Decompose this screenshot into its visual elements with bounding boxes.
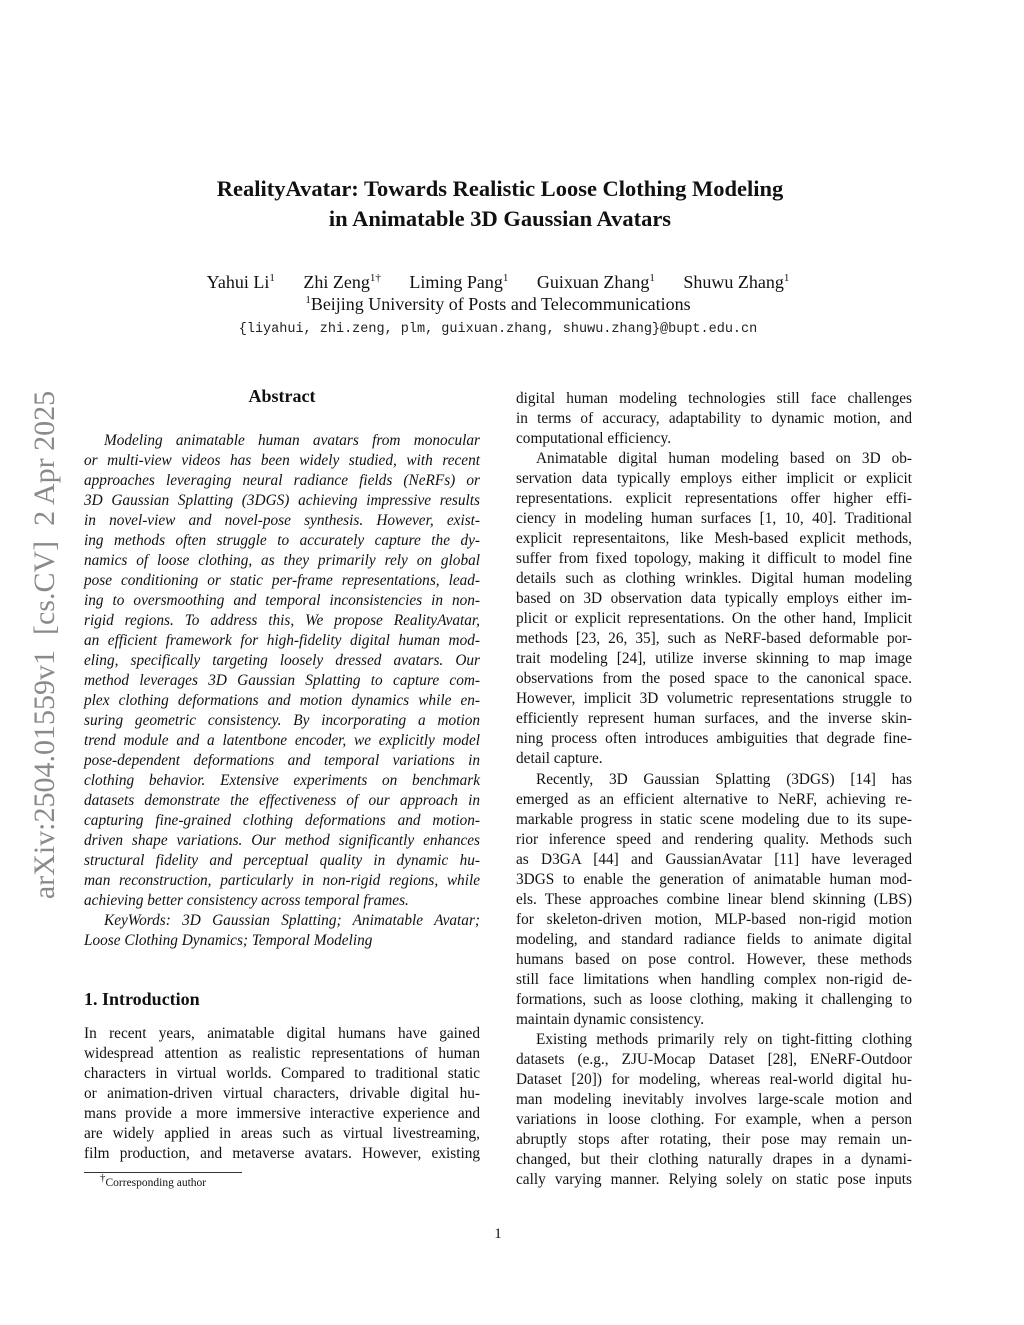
text-line: observations from the posed space to the canonical space. [516,670,912,687]
text-line: driven shape variations. Our method significantly enhances [84,831,480,849]
text-line: servation data typically employs either implicit or explicit [516,470,912,487]
text-line: namics of loose clothing, as they primarily rely on global [84,551,480,569]
author-name: Guixuan Zhang [536,272,650,292]
text-line: as D3GA [44] and GaussianAvatar [11] have leveraged [516,850,912,868]
text-line: modeling, and standard radiance fields to animate digital [516,930,912,948]
footnote [100,1172,207,1189]
arxiv-stamp: arXiv:2504.01559v1 [cs.CV] 2 Apr 2025 [28,390,61,900]
author-mark: 1 [649,272,655,284]
text-line: mans provide a more immersive interactive experience and [84,1104,480,1122]
text-line: achieving better consistency across temporal frames. [84,891,409,909]
author [303,272,380,292]
text-line: widespread attention as realistic representations of human [84,1044,480,1062]
text-line: Dataset [20]) for modeling, whereas real-world digital hu- [516,1071,912,1088]
footnote-rule [84,1172,242,1173]
title-line: in Animatable 3D Gaussian Avatars [328,206,672,231]
paragraph [516,770,912,1030]
paper-title [0,174,1000,234]
text-line: However, implicit 3D volumetric representations struggle to [516,690,912,707]
text-line: ing to oversmoothing and temporal inconsistencies in non- [84,591,480,609]
text-line: variations in loose clothing. For example, when a person [516,1111,912,1128]
author [537,272,655,292]
text-line: methods [23, 26, 35], such as NeRF-based deformable por- [516,630,912,647]
abstract-heading: Abstract [248,386,316,406]
introduction-left-column [84,1023,480,1164]
paragraph [516,449,912,769]
text-line: formations, such as loose clothing, making it challenging to [516,990,912,1008]
author-mark: 1 [783,272,790,284]
text-line: Existing methods primarily rely on tight-fitting clothing [536,1031,912,1048]
right-column [516,388,912,1190]
author-name: Liming Pang [409,272,503,292]
text-line: efficiently represent human surfaces, and the inverse skin- [516,710,912,727]
text-line: computational efficiency. [516,429,672,447]
text-line: ning process often introduces ambiguities that degrade fine- [516,730,912,747]
text-line: Recently, 3D Gaussian Splatting (3DGS) [14] has [536,770,912,788]
text-line: method leverages 3D Gaussian Splatting to capture com- [84,671,480,689]
affiliation-mark: 1 [305,294,311,306]
author-mark: 1 [269,272,275,284]
text-line: man modeling inevitably involves large-scale motion and [516,1091,912,1108]
text-line: changed, but their clothing naturally drapes in a dynami- [516,1151,912,1168]
text-line: structural fidelity and perceptual quality in dynamic hu- [84,851,480,869]
text-line: film production, and metaverse avatars. However, existing [84,1144,480,1162]
text-line: els. These approaches combine linear blend skinning (LBS) [516,890,912,908]
text-line: trend module and a latentbone encoder, we explicitly model [84,731,480,749]
footnote-mark: † [100,1172,106,1185]
text-line: approaches leveraging neural radiance fields (NeRFs) or [84,471,480,489]
text-line: humans based on pose control. However, these methods [516,950,912,968]
author [409,272,508,292]
text-line: characters in virtual worlds. Compared to traditional static [84,1064,480,1082]
text-line: ing methods often struggle to accurately capture the dy- [84,531,480,549]
text-line: trait modeling [24], utilize inverse skinning to map image [516,650,912,667]
text-line: emerged as an efficient alternative to NeRF, achieving re- [516,790,912,808]
text-line: datasets demonstrate the effectiveness of our approach in [84,791,480,809]
text-line: representations. explicit representations offer higher effi- [516,490,912,507]
text-line: for skeleton-driven motion, MLP-based non-rigid motion [516,910,912,928]
text-line: maintain dynamic consistency. [516,1010,705,1028]
text-line: clothing behavior. Extensive experiments on benchmark [84,771,480,789]
text-line: man reconstruction, particularly in non-rigid regions, while [84,871,480,889]
author-mark: 1† [369,272,381,284]
text-line: explicit representaitons, like Mesh-based explicit methods, [516,530,912,547]
introduction-heading: 1. Introduction [84,989,200,1009]
text-line: Loose Clothing Dynamics; Temporal Modeling [84,932,373,949]
paragraph [516,389,912,449]
text-line: Animatable digital human modeling based on 3D ob- [536,450,912,467]
author-name: Yahui Li [206,272,270,292]
text-line: 3D Gaussian Splatting (3DGS) achieving impressive results [84,491,480,509]
footnote-text: Corresponding author [105,1177,207,1189]
text-line: based on 3D observation data typically employs either im- [516,590,912,607]
text-line: in novel-view and novel-pose synthesis. However, exist- [84,511,480,529]
text-line: pose conditioning or static per-frame representations, lead- [84,571,480,589]
text-line: 3DGS to enable the generation of animatable human mod- [516,870,912,888]
text-line: suring geometric consistency. By incorporating a motion [84,711,480,729]
text-line: detail capture. [516,750,603,767]
author-name: Zhi Zeng [303,272,370,292]
text-line: cally varying manner. Relying solely on static pose inputs [516,1171,912,1188]
text-line: In recent years, animatable digital humans have gained [84,1024,480,1042]
affiliation [0,294,996,315]
text-line: or multi-view videos has been widely studied, with recent [84,451,480,469]
text-line: markable progress in static scene modeling due to its supe- [516,810,912,828]
title-line: RealityAvatar: Towards Realistic Loose Clothing Modeling [216,176,784,201]
text-line: an efficient framework for high-fidelity digital human mod- [84,631,480,649]
text-line: details such as clothing wrinkles. Digital human modeling [516,570,912,587]
text-line: plex clothing deformations and motion dynamics while en- [84,691,480,709]
text-line: still face limitations when handling complex non-rigid de- [516,970,912,988]
paragraph [516,1030,912,1190]
text-line: eling, specifically targeting loosely dressed avatars. Our [84,651,480,669]
author-list [0,270,996,294]
author-mark: 1 [502,272,509,284]
text-line: rigid regions. To address this, We propose RealityAvatar, [84,611,480,629]
text-line: rior inference speed and rendering quality. Methods such [516,830,912,848]
text-line: abruptly stops after rotating, their pose may remain un- [516,1131,912,1148]
paragraph [84,911,480,951]
text-line: datasets (e.g., ZJU-Mocap Dataset [28], ENeRF-Outdoor [516,1051,912,1068]
text-line: or animation-driven virtual characters, drivable digital hu- [84,1084,480,1102]
author-emails: {liyahui, zhi.zeng, plm, guixuan.zhang, shuwu.zhang}@bupt.edu.cn [238,322,758,337]
page-number: 1 [494,1226,502,1242]
paragraph [84,1024,480,1164]
abstract-body [84,430,480,951]
text-line: KeyWords: 3D Gaussian Splatting; Animatable Avatar; [104,912,480,929]
paragraph [84,431,480,911]
text-line: pose-dependent deformations and temporal variations in [84,751,480,769]
text-line: plicit or explicit representations. On the other hand, Implicit [516,610,912,627]
author-name: Shuwu Zhang [683,272,784,292]
text-line: in terms of accuracy, adaptability to dynamic motion, and [516,409,912,427]
text-line: are widely applied in areas such as virtual livestreaming, [84,1124,480,1142]
text-line: Modeling animatable human avatars from monocular [104,431,480,449]
text-line: capturing fine-grained clothing deformations and motion- [84,811,480,829]
author [207,272,275,292]
author [683,272,789,292]
text-line: ciency in modeling human surfaces [1, 10, 40]. Traditional [516,510,912,527]
affiliation-name: Beijing University of Posts and Telecommunications [310,294,691,314]
text-line: suffer from fixed topology, making it difficult to model fine [516,550,912,567]
text-line: digital human modeling technologies still face challenges [516,389,912,407]
